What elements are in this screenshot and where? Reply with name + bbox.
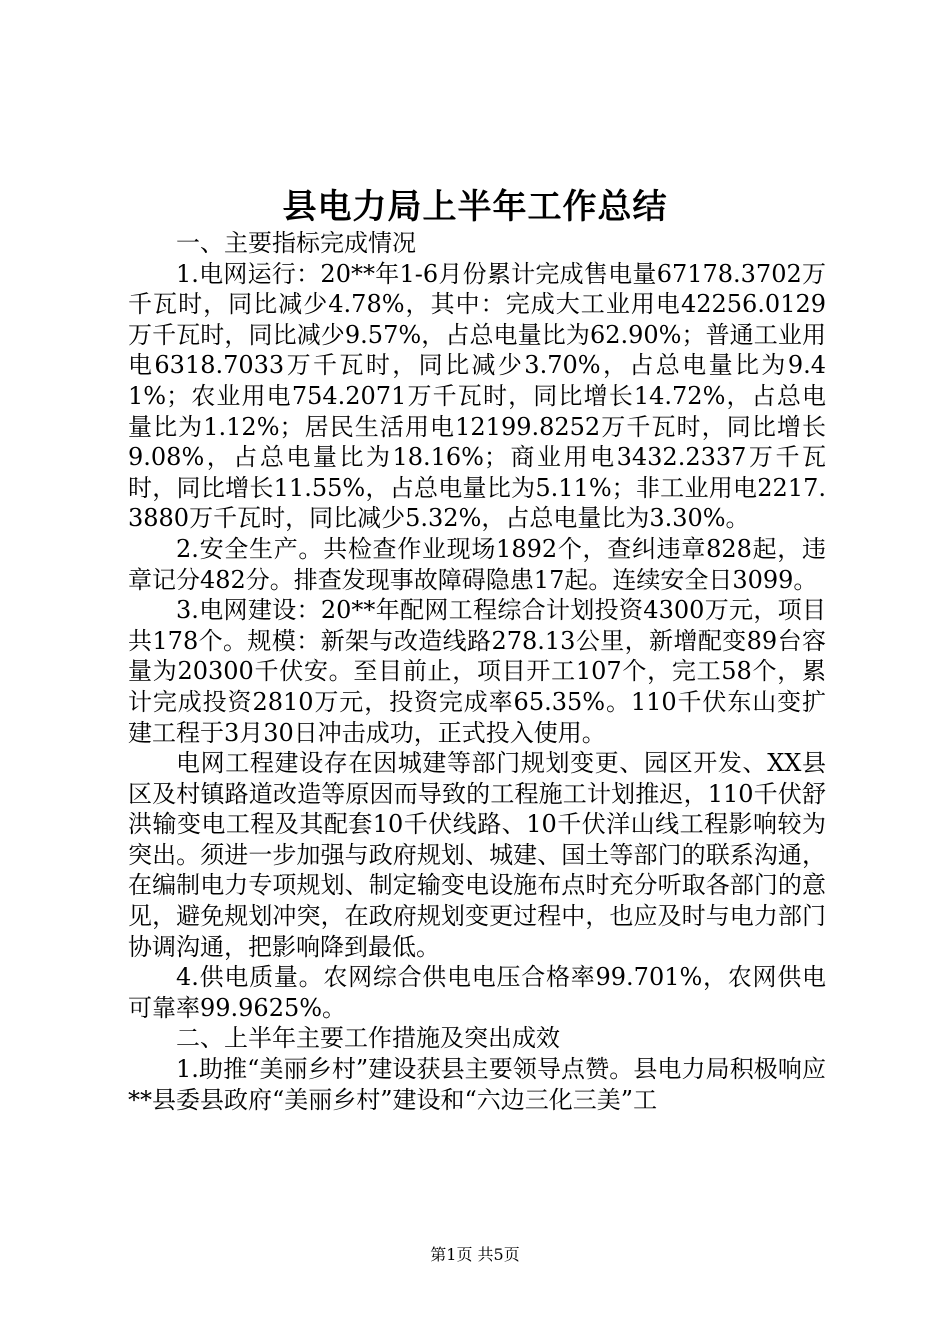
page-number: 第1页 共5页 <box>430 1245 520 1264</box>
section-heading-1: 一、主要指标完成情况 <box>176 229 416 257</box>
document-title: 县电力局上半年工作总结 <box>282 187 668 227</box>
paragraph-grid-construction: 3.电网建设：20**年配网工程综合计划投资4300万元，项目共178个。规模：新架与改造线路278.13公里，新增配变89台容量为20300千伏安。至目前止，项目开工107个，完工58个，累计完成投资2810万元，投资完成率65.35%。110千伏东山变扩建工程于3月30日冲击成功，正式投入使用。 <box>128 596 826 747</box>
paragraph-construction-issues: 电网工程建设存在因城建等部门规划变更、园区开发、XX县区及村镇路道改造等原因而导致的工程施工计划推迟，110千伏舒洪输变电工程及其配套10千伏线路、10千伏洋山线工程影响较为突出。须进一步加强与政府规划、城建、国土等部门的联系沟通，在编制电力专项规划、制定输变电设施布点时充分听取各部门的意见，避免规划冲突，在政府规划变更过程中，也应及时与电力部门协调沟通，把影响降到最低。 <box>128 749 826 961</box>
document-body <box>128 228 826 1115</box>
paragraph-grid-operation: 1.电网运行：20**年1-6月份累计完成售电量67178.3702万千瓦时，同比减少4.78%，其中：完成大工业用电42256.0129万千瓦时，同比减少9.57%，占总电量比为62.90%；普通工业用电6318.7033万千瓦时，同比减少3.70%，占总电量比为9.41%；农业用电754.2071万千瓦时，同比增长14.72%，占总电量比为1.12%；居民生活用电12199.8252万千瓦时，同比增长9.08%，占总电量比为18.16%；商业用电3432.2337万千瓦时，同比增长11.55%，占总电量比为5.11%；非工业用电2217.3880万千瓦时，同比减少5.32%，占总电量比为3.30%。 <box>128 259 826 533</box>
paragraph-safety-production: 2.安全生产。共检查作业现场1892个，查纠违章828起，违章记分482分。排查发现事故障碍隐患17起。连续安全日3099。 <box>128 534 826 594</box>
paragraph-beautiful-village: 1.助推“美丽乡村”建设获县主要领导点赞。县电力局积极响应**县委县政府“美丽乡村”建设和“六边三化三美”工 <box>128 1055 826 1114</box>
section-heading-2: 二、上半年主要工作措施及突出成效 <box>176 1024 560 1053</box>
paragraph-supply-quality: 4.供电质量。农网综合供电电压合格率99.701%，农网供电可靠率99.9625%。 <box>128 963 826 1022</box>
